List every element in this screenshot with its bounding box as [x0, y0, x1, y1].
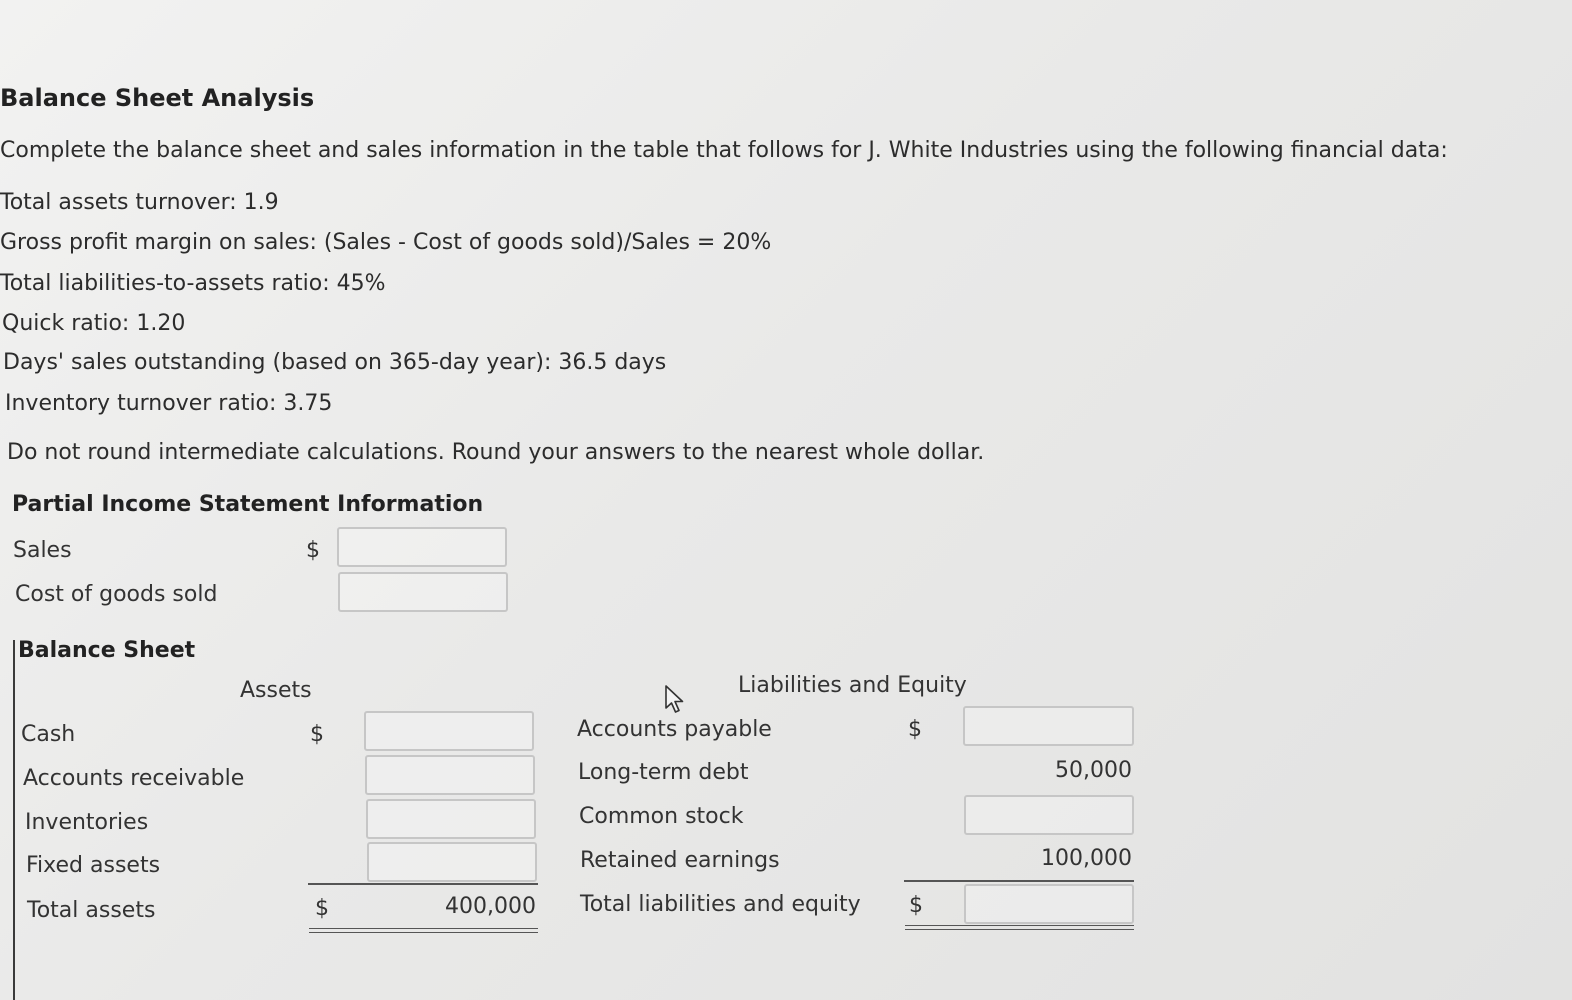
data-line-dso: Days' sales outstanding (based on 365-day year): 36.5 days [3, 350, 667, 375]
fixed-assets-input[interactable] [367, 842, 537, 882]
total-le-double-rule-top [905, 925, 1134, 926]
total-assets-currency: $ [315, 896, 329, 921]
income-heading: Partial Income Statement Information [12, 492, 484, 517]
assets-header: Assets [240, 678, 312, 703]
page-title: Balance Sheet Analysis [0, 84, 315, 112]
cash-currency: $ [310, 722, 324, 747]
sales-currency: $ [306, 538, 320, 563]
left-border [13, 640, 15, 1000]
balance-heading: Balance Sheet [18, 638, 196, 663]
data-line-liabilities-ratio: Total liabilities-to-assets ratio: 45% [0, 271, 386, 296]
accounts-receivable-label: Accounts receivable [23, 766, 245, 791]
accounts-receivable-input[interactable] [365, 755, 535, 795]
common-stock-label: Common stock [579, 804, 744, 829]
total-liabilities-equity-input[interactable] [964, 884, 1134, 924]
inventories-label: Inventories [25, 810, 149, 835]
instruction-text: Do not round intermediate calculations. Round your answers to the nearest whole dollar. [7, 440, 985, 465]
sales-label: Sales [13, 538, 72, 563]
liabilities-subtotal-rule [904, 880, 1134, 882]
total-liabilities-equity-label: Total liabilities and equity [580, 892, 861, 917]
liabilities-equity-header: Liabilities and Equity [738, 673, 967, 698]
fixed-assets-label: Fixed assets [26, 853, 161, 878]
cash-label: Cash [21, 722, 76, 747]
sales-input[interactable] [337, 527, 507, 567]
long-term-debt-value: 50,000 [1055, 758, 1132, 783]
data-line-assets-turnover: Total assets turnover: 1.9 [0, 190, 279, 215]
cogs-label: Cost of goods sold [15, 582, 218, 607]
total-le-double-rule-bottom [905, 929, 1134, 930]
accounts-payable-label: Accounts payable [577, 717, 772, 742]
data-line-quick-ratio: Quick ratio: 1.20 [2, 311, 186, 336]
inventories-input[interactable] [366, 799, 536, 839]
total-assets-double-rule-top [309, 928, 538, 929]
accounts-payable-currency: $ [908, 717, 922, 742]
intro-text: Complete the balance sheet and sales information in the table that follows for J. White Industries using the following financial data: [0, 138, 1448, 163]
long-term-debt-label: Long-term debt [578, 760, 749, 785]
common-stock-input[interactable] [964, 795, 1134, 835]
total-assets-value: 400,000 [445, 894, 536, 919]
cash-input[interactable] [364, 711, 534, 751]
mouse-pointer-icon [664, 684, 686, 714]
total-assets-label: Total assets [27, 898, 156, 923]
assets-subtotal-rule [308, 883, 538, 885]
total-liabilities-equity-currency: $ [909, 893, 923, 918]
data-line-gross-margin: Gross profit margin on sales: (Sales - Cost of goods sold)/Sales = 20% [0, 230, 772, 255]
retained-earnings-value: 100,000 [1041, 846, 1132, 871]
accounts-payable-input[interactable] [963, 706, 1134, 746]
retained-earnings-label: Retained earnings [580, 848, 780, 873]
cogs-input[interactable] [338, 572, 508, 612]
total-assets-double-rule-bottom [309, 932, 538, 933]
data-line-inventory-turnover: Inventory turnover ratio: 3.75 [5, 391, 333, 416]
